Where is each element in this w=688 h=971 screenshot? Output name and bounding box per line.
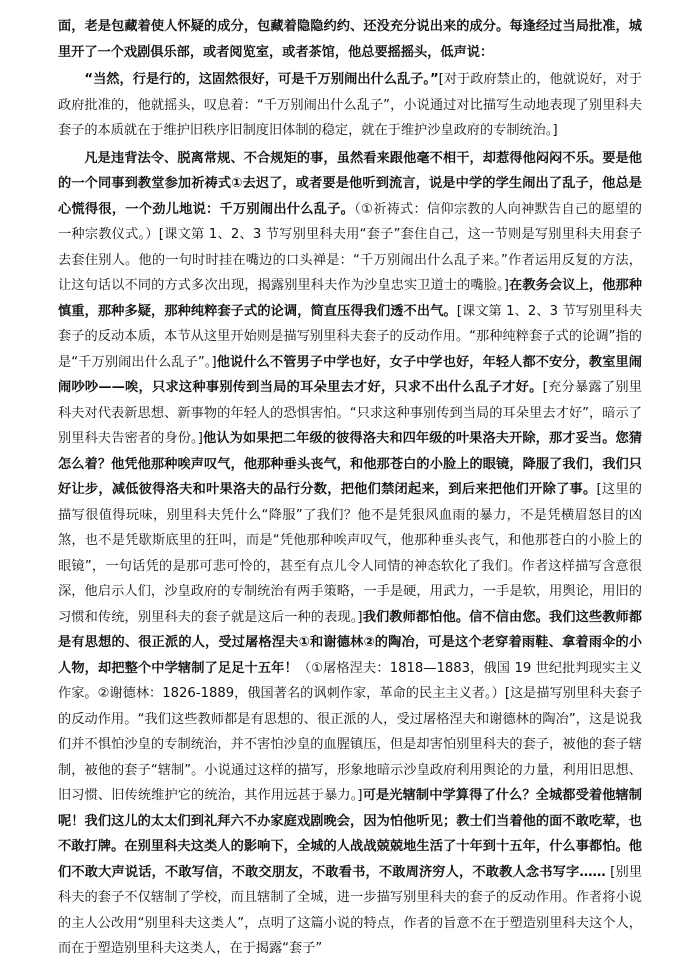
p3-annotation-5: （①屠格涅夫：1818—1883，俄国 19 世纪批判现实主义作家。②谢德林：1826-1889，俄国著名的讽刺作家，革命的民主主义者。）[这是描写别里科夫套子的反动作用。“我们这些教师都是有思想的、很正派的人，受过屠格涅夫和谢德林的陶冶”，这是说我们并不惧怕沙皇的专制统治，并不害怕沙皇的血腥镇压，但是却害怕别里科夫的套子，被他的套子辖制，被他的套子“辖制”。小说通过这样的描写，形象地暗示沙皇政府利用舆论的力量，利用旧思想、旧习惯、旧传统维护它的统治，其作用远甚于暴力。] bbox=[58, 660, 643, 803]
p3-run-4: 他认为如果把二年级的彼得洛夫和四年级的叶果洛夫开除，那才妥当。您猜怎么着？他凭他那种唉声叹气，他那种垂头丧气，和他那苍白的小脸上的眼镜，降服了我们，我们只好让步，减低彼得洛夫和叶果洛夫的品行分数，把他们禁闭起来，到后来把他们开除了事。 bbox=[58, 431, 643, 497]
p3-run-5: 我们教师都怕他。信不信由您。我们这些教师都是有思想的、很正派的人，受过屠格涅夫①和谢德林②的陶冶，可是这个老穿着雨鞋、拿着雨伞的小人物，却把整个中学辖制了足足十五年！ bbox=[58, 609, 642, 676]
p3-run-6: 可是光辖制中学算得了什么？全城都受着他辖制呢！我们这儿的太太们到礼拜六不办家庭戏剧晚会，因为怕他听见；教士们当着他的面不敢吃荤，也不敢打牌。在别里科夫这类人的影响下，全城的人战战兢兢地生活了十年到十五年，什么事都怕。他们不敢大声说话，不敢写信，不敢交朋友，不敢看书，不敢周济穷人，不敢教人念书写字…… bbox=[58, 788, 642, 880]
p3-run-2: 在教务会议上，他那种慎重，那种多疑，那种纯粹套子式的论调，简直压得我们透不出气。 bbox=[58, 278, 642, 319]
paragraph-1 bbox=[58, 14, 642, 65]
p2-run-1: “当然，行是行的，这固然很好，可是千万别闹出什么乱子。” bbox=[84, 72, 439, 87]
p3-run-1: 凡是违背法令、脱离常规、不合规矩的事，虽然看来跟他毫不相干，却惹得他闷闷不乐。要是他的一个同事到教堂参加祈祷式①去迟了，或者要是他听到流言，说是中学的学生闹出了乱子，他总是心慌得很，一个劲儿地说：千万别闹出什么乱子。 bbox=[58, 150, 642, 217]
paragraph-2 bbox=[58, 67, 642, 144]
p3-run-3: 他说什么不管男子中学也好，女子中学也好，年轻人都不安分，教室里闹闹吵吵——唉，只求这种事别传到当局的耳朵里去才好，只求不出什么乱子才好。 bbox=[58, 354, 642, 395]
p1-run-1: 面，老是包藏着使人怀疑的成分，包藏着隐隐约约、还没充分说出来的成分。每逢经过当局批准，城里开了一个戏剧俱乐部，或者阅览室，或者茶馆，他总要摇摇头，低声说： bbox=[58, 19, 642, 60]
paragraph-3 bbox=[58, 146, 642, 962]
p3-annotation-3: [充分暴露了别里科夫对代表新思想、新事物的年轻人的恐惧害怕。“只求这种事别传到当局的耳朵里去才好”，暗示了别里科夫告密者的身份。] bbox=[58, 380, 642, 446]
p3-annotation-6: [别里科夫的套子不仅辖制了学校，而且辖制了全城，进一步描写别里科夫的套子的反动作用。作者将小说的主人公改用“别里科夫这类人”，点明了这篇小说的特点，作者的旨意不在于塑造别里科夫这个人，而在于塑造别里科夫这类人，在于揭露“套子” bbox=[58, 864, 643, 956]
p3-annotation-1: （①祈祷式：信仰宗教的人向神默告自己的愿望的一种宗教仪式。）[课文第 1、2、3 节写别里科夫用“套子”套住自己，这一节则是写别里科夫用套子去套住别人。他的一句时时挂在嘴边的口头禅是：“千万别闹出什么乱子来。”作者运用反复的方法，让这句话以不同的方式多次出现，揭露别里科夫作为沙皇忠实卫道士的嘴脸。] bbox=[58, 201, 642, 293]
p3-annotation-4: [这里的描写很值得玩味，别里科夫凭什么“降服”了我们？他不是凭狠风血雨的暴力，不是凭横眉怒目的凶煞，也不是凭歇斯底里的狂叫，而是“凭他那种唉声叹气，他那种垂头丧气，和他那苍白的小脸上的眼镜”，一句话凭的是那可悲可怜的，甚至有点儿令人同情的神态软化了我们。作者这样描写含意很深，他启示人们，沙皇政府的专制统治有两手策略，一手是硬，用武力，一手是软，用舆论，用旧的习惯和传统，别里科夫的套子就是这后一种的表现。] bbox=[58, 482, 642, 625]
p2-annotation-1: [对于政府禁止的，他就说好，对于政府批准的，他就摇头，叹息着：“千万别闹出什么乱子”，小说通过对比描写生动地表现了别里科夫套子的本质就在于维护旧秩序旧制度旧体制的稳定，就在于维护沙皇政府的专制统治。] bbox=[58, 72, 642, 138]
p3-annotation-2: [课文第 1、2、3 节写别里科夫套子的反动本质，本节从这里开始则是描写别里科夫套子的反动作用。“那种纯粹套子式的论调”指的是“千万别闹出什么乱子”。] bbox=[58, 303, 643, 370]
